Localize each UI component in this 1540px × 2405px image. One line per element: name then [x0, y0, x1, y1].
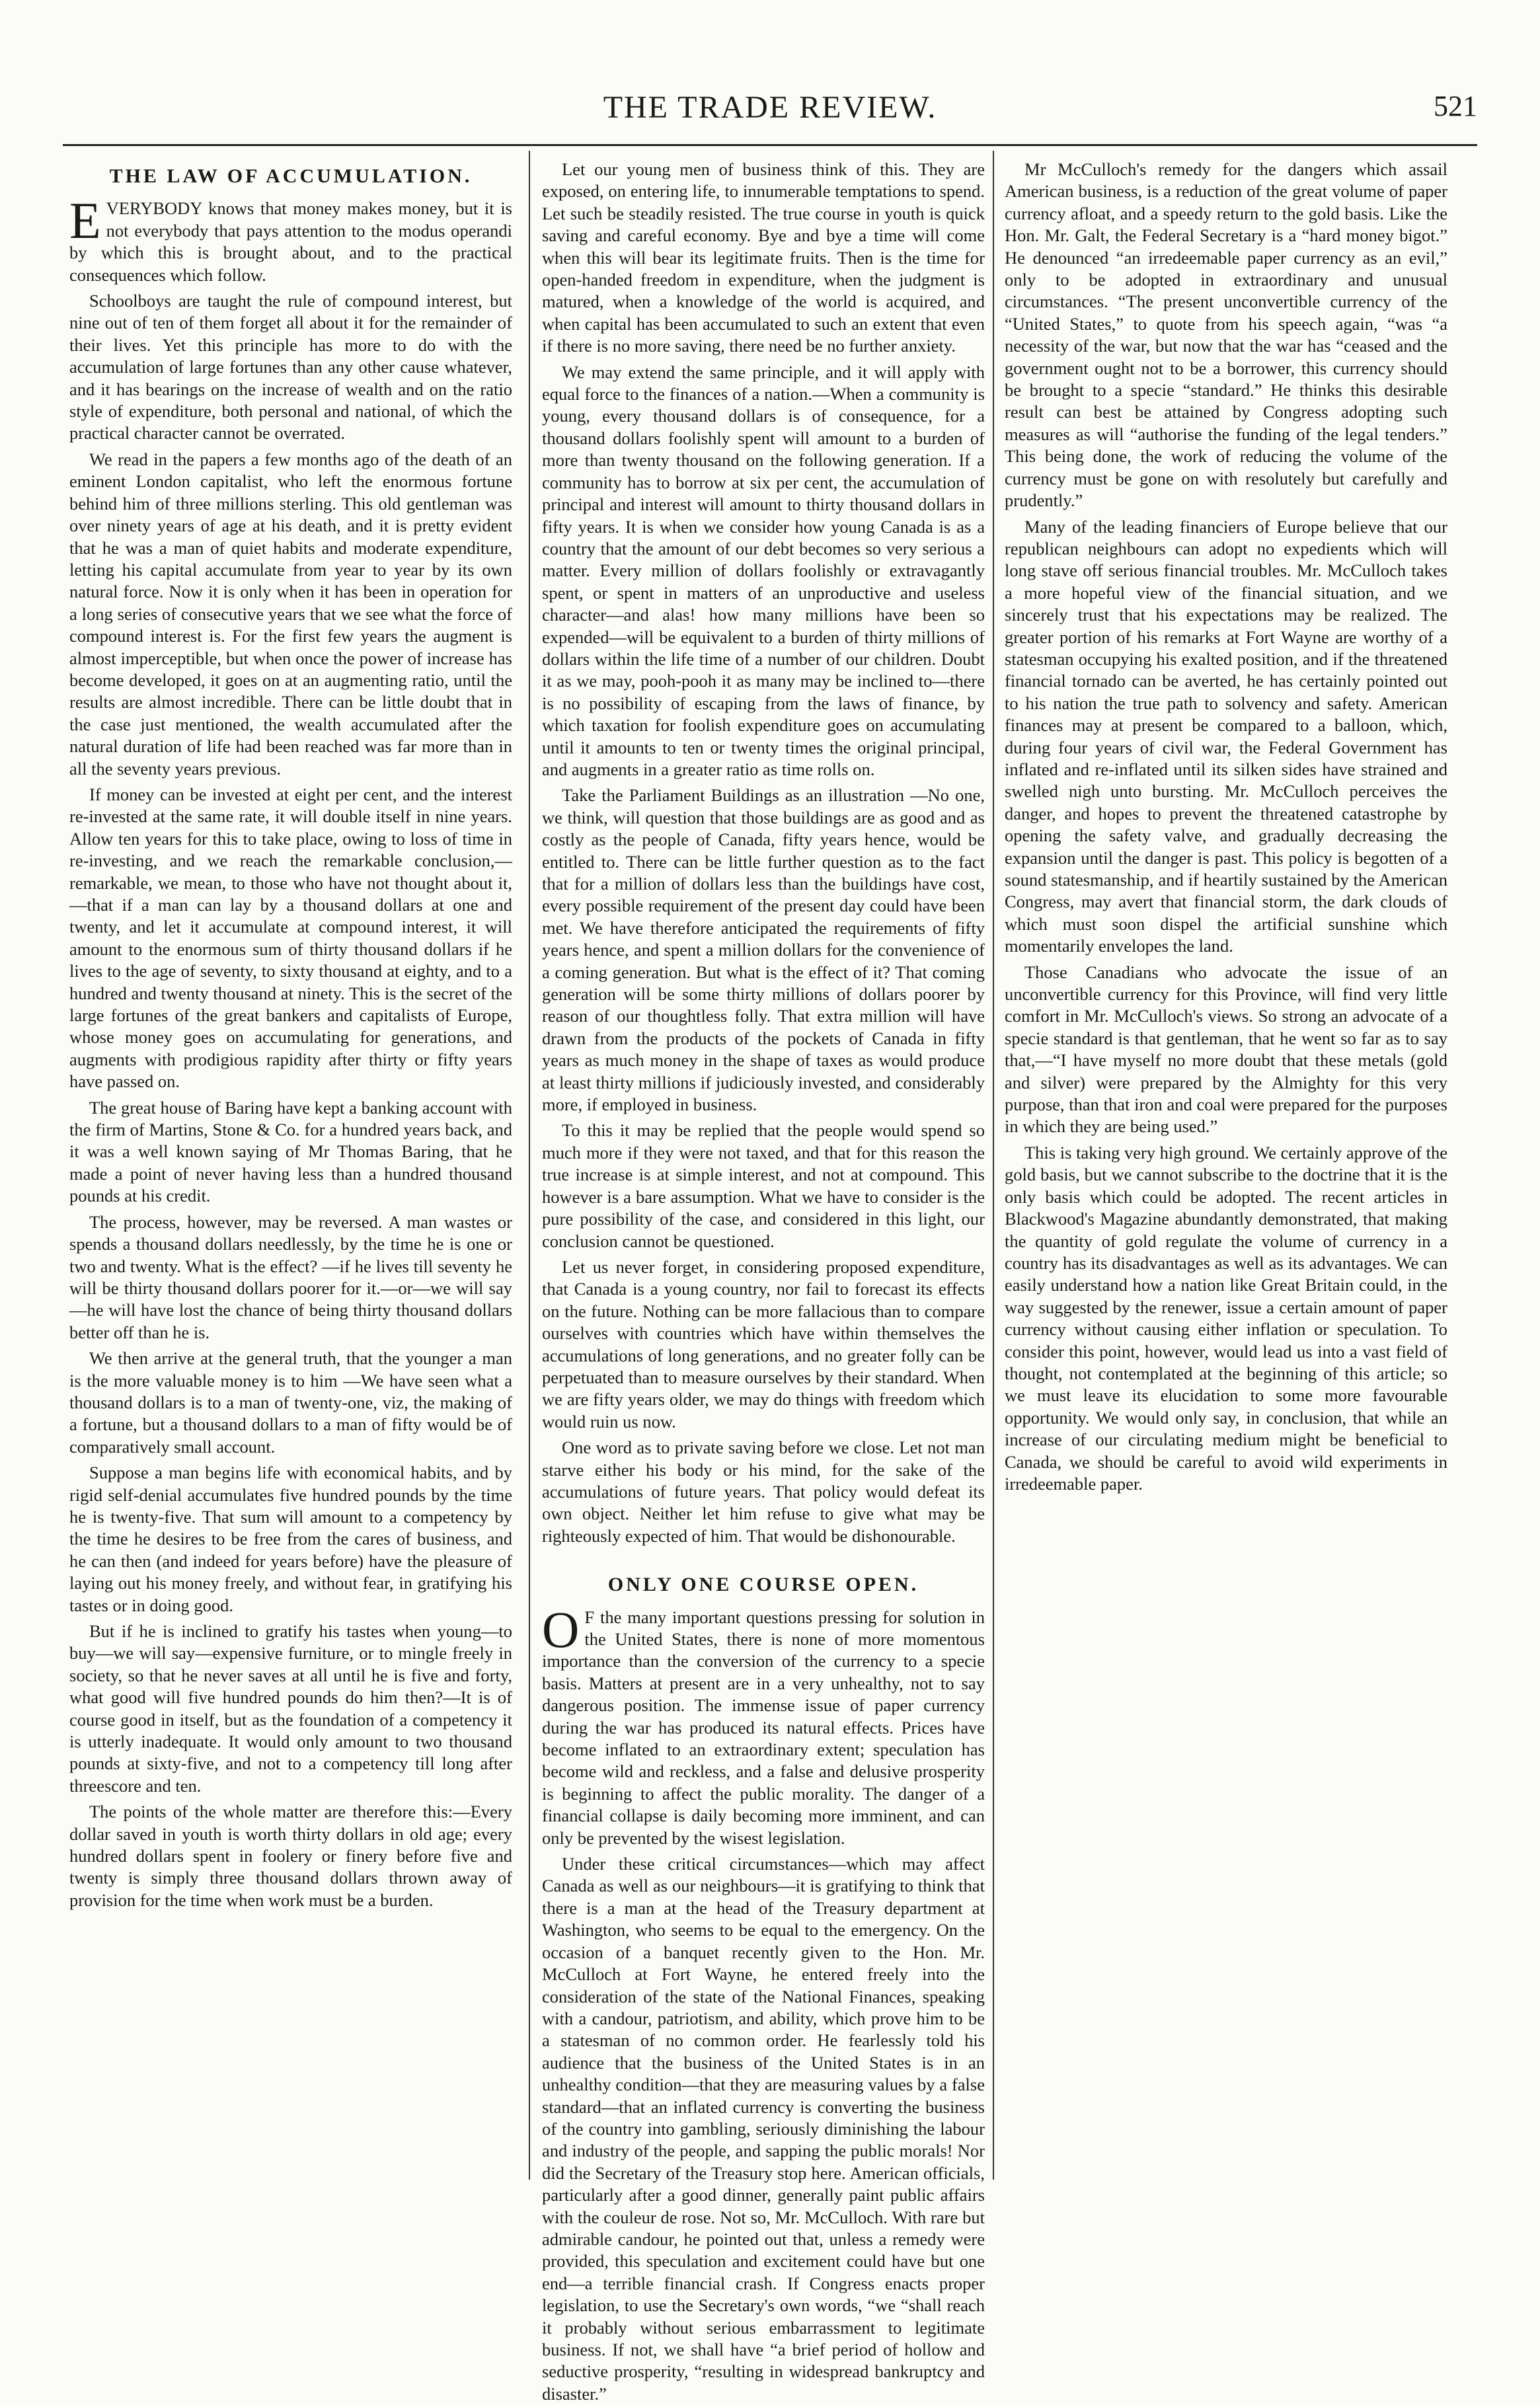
drop-cap: O [542, 1600, 580, 1658]
running-title: THE TRADE REVIEW. [603, 90, 937, 125]
article-title-course-open: ONLY ONE COURSE OPEN. [607, 1574, 919, 1596]
page-number: 521 [1434, 90, 1477, 122]
paragraph: Take the Parliament Buildings as an illustration —No one, we think, will question that those buildings are as good and as costly as the people of Canada, fifty years hence, would be entitled to. There can be little further question as to the fact that for a million of dollars less than the buildings have cost, every possible requirement of the present day could have been met. We have therefore anticipated the requirements of fifty years hence, and spent a million dollars for the convenience of a coming generation. But what is the effect of it? That coming generation will be some thirty millions of dollars poorer by reason of our thoughtless folly. That extra million will have drawn from the products of the pockets of Canada in fifty years as much money in the shape of taxes as would produce at least thirty millions if judiciously invested, and considerably more, if employed in business. [542, 785, 985, 1115]
paragraph: Let us never forget, in considering proposed expenditure, that Canada is a young country, nor fail to forecast its effects on the future. Nothing can be more fallacious than to compare ourselves with countries which have within themselves the accumulations of long generations, and no greater folly can be perpetuated than to measure ourselves by their standard. When we are fifty years older, we may do things with freedom which would ruin us now. [542, 1256, 985, 1432]
paragraph: Mr McCulloch's remedy for the dangers which assail American business, is a reduction of the great volume of paper currency afloat, and a speedy return to the gold basis. Like the Hon. Mr. Galt, the Federal Secretary is a “hard money bigot.” He denounced “an irredeemable paper currency as an evil,” only to be adopted in extraordinary and unusual circumstances. “The present unconvertible currency of the “United States,” to quote from his speech again, “was “a necessity of the war, but now that the war has “ceased and the government ought not to be a borrower, this currency should be brought to a specie “standard.” He thinks this desirable result can best be attained by Congress adopting such measures as will “authorise the funding of the legal tenders.” This being done, the work of reducing the volume of the currency must be gone on with resolutely but carefully and prudently.” [1005, 159, 1447, 511]
paragraph: One word as to private saving before we close. Let not man starve either his body or his mind, for the sake of the accumulations of future years. That policy would defeat its own object. Neither let him refuse to give what may be righteously expected of him. That would be dishonourable. [542, 1437, 985, 1546]
paragraph: Suppose a man begins life with economical habits, and by rigid self-denial accumulates five hundred pounds by the time he is twenty-five. That sum will amount to a competency by the time he desires to be free from the cares of business, and he can then (and indeed for years before) have the pleasure of laying out his money freely, and without fear, in gratifying his tastes or in doing good. [69, 1463, 512, 1615]
lead-text: VERYBODY knows that money makes money, but it is not everybody that pays attention to the modus operandi by which this is brought about, and to the practical consequences which follow. [69, 198, 512, 285]
paragraph: Let our young men of business think of this. They are exposed, on entering life, to innumerable temptations to spend. Let such be steadily resisted. The true course in youth is quick saving and careful economy. Bye and bye a time will come when this will bear its legitimate fruits. Then is the time for open-handed freedom in expenditure, when the judgment is matured, when a knowledge of the world is acquired, and when capital has been accumulated to such an extent that even if there is no more saving, there need be no further anxiety. [542, 159, 985, 356]
column-divider [993, 151, 994, 2180]
lead-paragraph [69, 192, 512, 286]
paragraph: If money can be invested at eight per cent, and the interest re-invested at the same rate, it will double itself in nine years. Allow ten years for this to take place, owing to loss of time in re-investing, and we reach the remarkable conclusion,—remarkable, we mean, to those who have not thought about it,—that if a man can lay by a thousand dollars at one and twenty, and let it accumulate at compound interest, it will amount to the enormous sum of thirty thousand dollars if he lives to the age of seventy, to sixty thousand at eighty, and to a hundred and twenty thousand at ninety. This is the secret of the large fortunes of the great bankers and capitalists of Europe, whose money goes on accumulating for generations, and augments with prodigious rapidity after thirty or fifty years have passed on. [69, 784, 512, 1092]
paragraph: We then arrive at the general truth, that the younger a man is the more valuable money is to him —We have seen what a thousand dollars is to a man of twenty-one, viz, the making of a fortune, but a thousand dollars to a man of fifty would be of comparatively small account. [69, 1348, 512, 1457]
page-header [63, 89, 1477, 137]
paragraph: We may extend the same principle, and it will apply with equal force to the finances of a nation.—When a community is young, every thousand dollars is of consequence, for a thousand dollars foolishly spent will amount to a burden of more than twenty thousand on the following generation. If a community has to borrow at six per cent, the accumulation of principal and interest will amount to thirty thousand dollars in fifty years. It is when we consider how young Canada is as a country that the amount of our debt becomes so very serious a matter. Every million of dollars foolishly or extravagantly spent, or spent in matters of an unproductive and useless character—and alas! how many millions have been so expended—will be equivalent to a burden of thirty millions of dollars within the life time of a number of our children. Doubt it as we may, pooh-pooh it as many may be inclined to—there is no possibility of escaping from the laws of finance, by which taxation for foolish expenditure goes on accumulating until it amounts to ten or twenty times the original principal, and augments in a greater ratio as time rolls on. [542, 362, 985, 779]
paragraph: But if he is inclined to gratify his tastes when young—to buy—we will say—expensive furniture, or to mingle freely in society, so that he never saves at all until he is five and forty, what good will five hundred pounds do him then?—It is of course good in itself, but as the foundation of a competency it is utterly inadequate. It would only amount to two thousand pounds at sixty-five, and not to a competency till long after threescore and ten. [69, 1621, 512, 1796]
paragraph: Many of the leading financiers of Europe believe that our republican neighbours can adopt no expedients which will long stave off serious financial troubles. Mr. McCulloch takes a more hopeful view of the financial situation, and we sincerely trust that his expectations may be realized. The greater portion of his remarks at Fort Wayne are worthy of a statesman occupying his exalted position, and if the threatened financial tornado can be averted, he has certainly pointed out to his nation the true path to solvency and safety. American finances may at present be compared to a balloon, which, during four years of civil war, the Federal Government has inflated and re-inflated until its silken sides have strained and swelled nigh unto bursting. Mr. McCulloch perceives the danger, and hopes to prevent the threatened catastrophe by opening the safety valve, and gradually decreasing the expansion until the danger is past. This policy is begotten of a sound statesmanship, and if heartily sustained by the American Congress, may avert that financial storm, the dark clouds of which must soon dispel the artificial sunshine which momentarily envelopes the land. [1005, 516, 1447, 956]
column-1 [69, 159, 512, 2234]
drop-cap: E [69, 192, 101, 250]
paragraph: The great house of Baring have kept a banking account with the firm of Martins, Stone & Co. for a hundred years back, and it was a well known saying of Mr Thomas Baring, that he made a point of never having less than a hundred thousand pounds at his credit. [69, 1097, 512, 1206]
paragraph: Schoolboys are taught the rule of compound interest, but nine out of ten of them forget all about it for the remainder of their lives. Yet this principle has more to do with the accumulation of large fortunes than any other cause whatever, and it has bearings on the increase of wealth and on the ratio style of expenditure, both personal and national, of which the practical character cannot be overrated. [69, 291, 512, 443]
paragraph: We read in the papers a few months ago of the death of an eminent London capitalist, who left the enormous fortune behind him of three millions sterling. This old gentleman was over ninety years of age at his death, and it is pretty evident that he was a man of quiet habits and moderate expenditure, letting his capital accumulate from year to year by its own natural force. Now it is only when it has been in operation for a long series of consecutive years that we see what the force of compound interest is. For the first few years the augment is almost imperceptible, but when once the power of increase has become developed, it goes on at an augmenting ratio, until the results are almost incredible. There can be little doubt that in the case just mentioned, the wealth accumulated after the natural duration of life had been reached was far more than in all the seventy years previous. [69, 449, 512, 779]
column-3 [1005, 159, 1447, 2234]
paragraph: Those Canadians who advocate the issue of an unconvertible currency for this Province, will find very little comfort in Mr. McCulloch's views. So strong an advocate of a specie standard is that gentleman, that he went so far as to say that,—“I have myself no more doubt that these metals (gold and silver) were prepared by the Almighty for this very purpose, than that iron and coal were prepared for the purposes in which they are being used.” [1005, 962, 1447, 1137]
paragraph: This is taking very high ground. We certainly approve of the gold basis, but we cannot subscribe to the doctrine that it is the only basis which could be adopted. The recent articles in Blackwood's Magazine abundantly demonstrated, that making the quantity of gold regulate the volume of currency in a country has its disadvantages as well as its advantages. We can easily understand how a nation like Great Britain could, in the way suggested by the renewer, issue a certain amount of paper currency without causing either inflation or speculation. To consider this point, however, would lead us into a vast field of thought, not contemplated at the beginning of this article; so we must leave its elucidation to some more favourable opportunity. We would only say, in conclusion, that while an increase of our circulating medium might be beneficial to Canada, we should be careful to avoid wild experiments in irredeemable paper. [1005, 1142, 1447, 1494]
article-title-accumulation: THE LAW OF ACCUMULATION. [109, 165, 473, 187]
lead-text: F the many important questions pressing for solution in the United States, there is none of more momentous importance than the conversion of the currency to a specie basis. Matters at present are in a very unhealthy, not to say dangerous position. The immense issue of paper currency during the war has produced its natural effects. Prices have become inflated to an extraordinary extent; speculation has become wild and reckless, and a false and delusive prosperity is beginning to affect the public morality. The danger of a financial collapse is daily becoming more imminent, and can only be prevented by the wisest legislation. [542, 1607, 985, 1848]
lead-paragraph [542, 1600, 985, 1849]
paragraph: The process, however, may be reversed. A man wastes or spends a thousand dollars needlessly, by the time he is one or two and twenty. What is the effect? —if he lives till seventy he will be thirty thousand dollars poorer for it.—or—we will say—he will have lost the chance of being thirty thousand dollars better off than he is. [69, 1211, 512, 1342]
paragraph: Under these critical circumstances—which may affect Canada as well as our neighbours—it is gratifying to think that there is a man at the head of the Treasury department at Washington, who seems to be equal to the emergency. On the occasion of a banquet recently given to the Hon. Mr. McCulloch at Fort Wayne, he entered freely into the consideration of the state of the National Finances, speaking with a candour, patriotism, and ability, which prove him to be a statesman of no common order. He fearlessly told his audience that the business of the United States is in an unhealthy condition—that they are measuring values by a false standard—that an inflated currency is converting the business of the country into gambling, seriously diminishing the labour and industry of the people, and sapping the public morals! Nor did the Secretary of the Treasury stop here. American officials, particularly after a good dinner, generally paint public affairs with the couleur de rose. Not so, Mr. McCulloch. With rare but admirable candour, he pointed out that, unless a remedy were provided, this speculation and excitement could have but one end—a terrible financial crash. If Congress enacts proper legislation, to use the Secretary's own words, “we “shall reach it probably without serious embarrassment to legitimate business. If not, we shall have “a brief period of hollow and seductive prosperity, “resulting in widespread bankruptcy and disaster.” [542, 1854, 985, 2404]
paragraph: The points of the whole matter are therefore this:—Every dollar saved in youth is worth thirty dollars in old age; every hundred dollars spent in foolery or finery before five and twenty is simply three thousand dollars thrown away of provision for the time when work must be a burden. [69, 1802, 512, 1910]
paragraph: To this it may be replied that the people would spend so much more if they were not taxed, and that for this reason the true increase is at simple interest, and not at compound. This however is a bare assumption. What we have to consider is the pure possibility of the case, and considered in this light, our conclusion cannot be questioned. [542, 1120, 985, 1251]
column-divider [529, 151, 530, 2180]
header-rule [63, 144, 1477, 146]
column-2 [542, 159, 985, 2404]
